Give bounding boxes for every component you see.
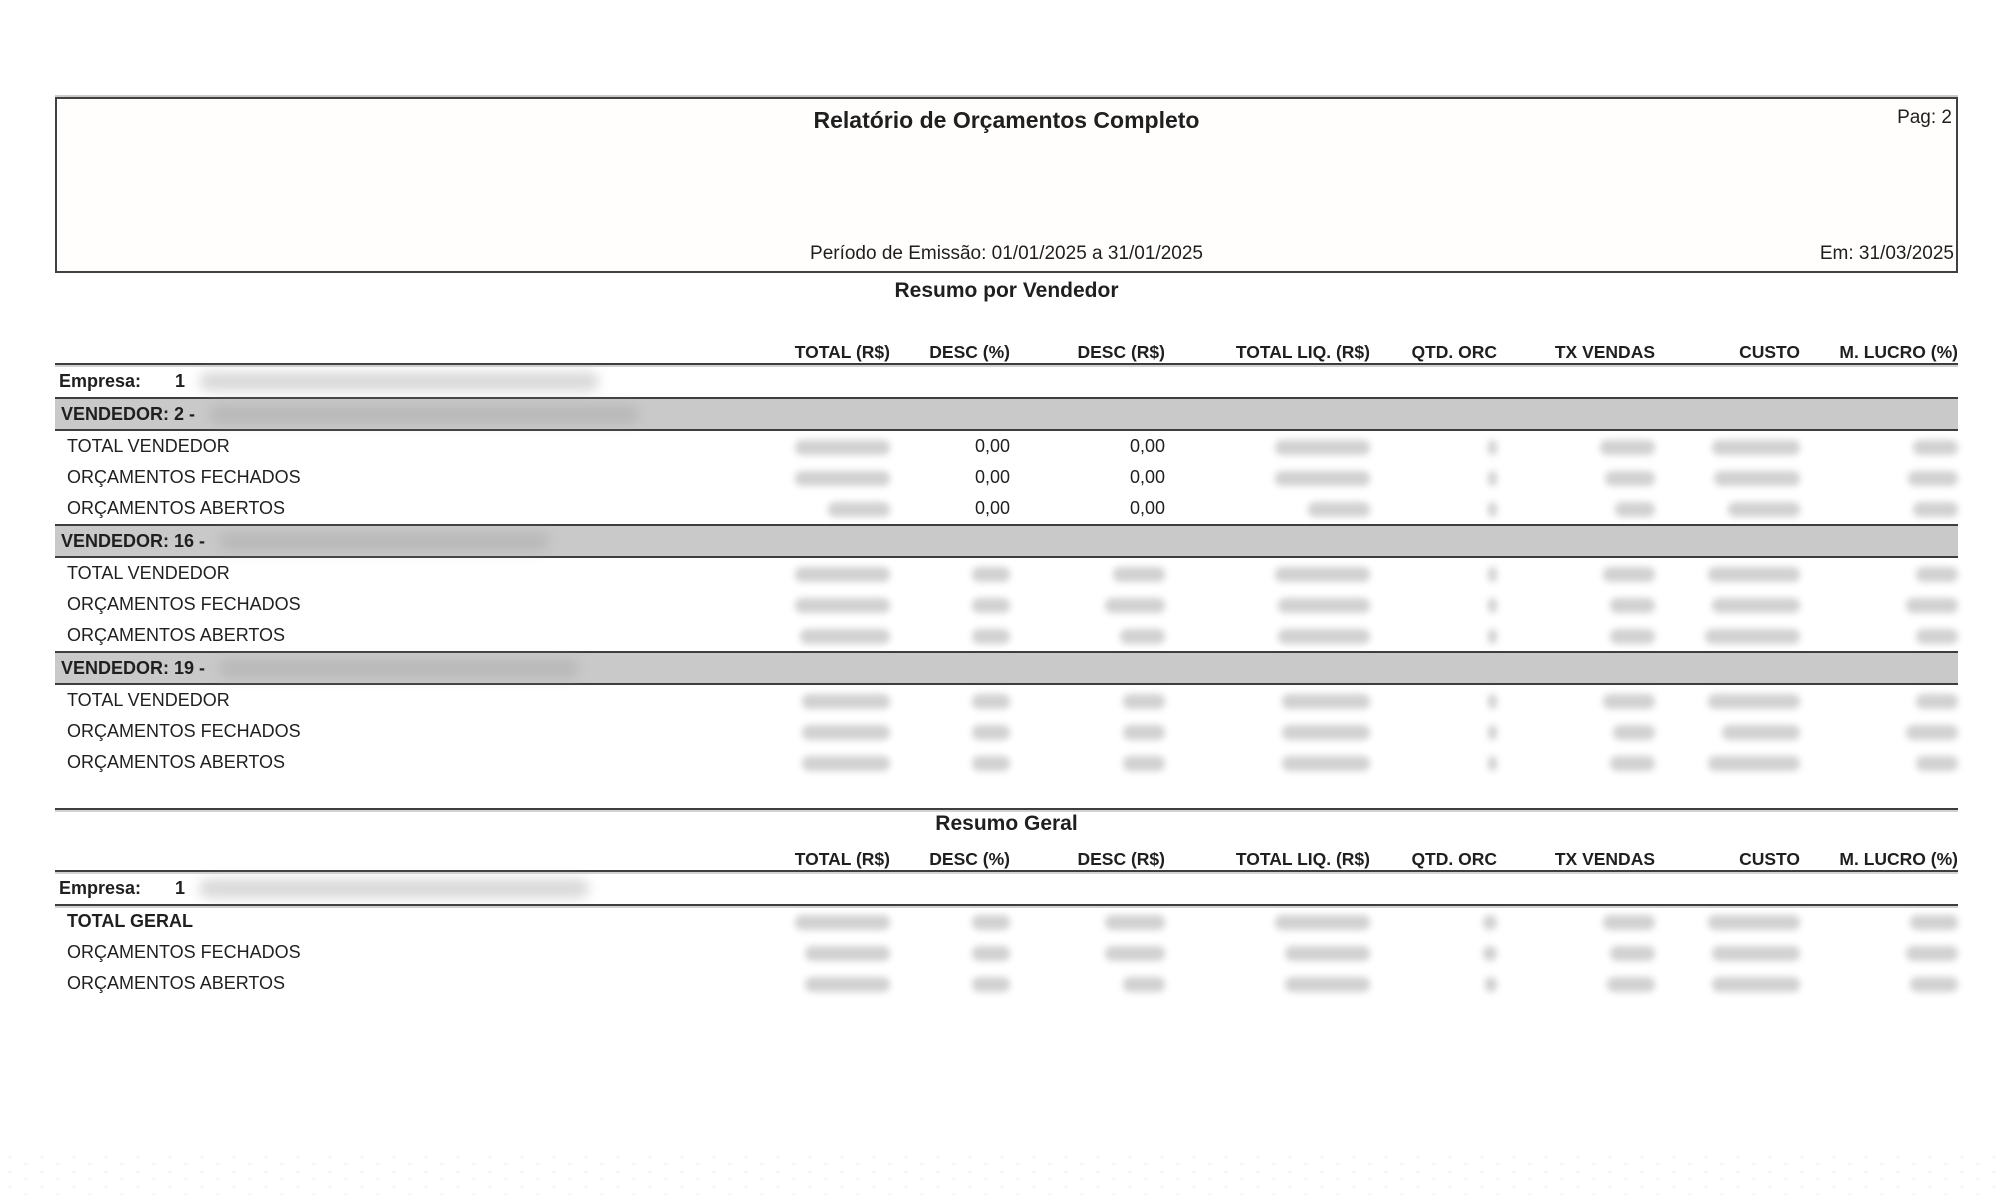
redacted-value — [1282, 725, 1370, 740]
table-cell — [1525, 436, 1655, 457]
redacted-value — [1275, 471, 1370, 486]
redacted-value — [1728, 502, 1800, 517]
table-cell — [1010, 690, 1165, 711]
table-cell — [1655, 563, 1800, 584]
empresa-number: 1 — [175, 370, 186, 391]
redacted-value — [1488, 440, 1497, 455]
table-cell — [1655, 690, 1800, 711]
table-cell — [1010, 594, 1165, 615]
table-cell — [1010, 563, 1165, 584]
table-cell — [600, 594, 890, 615]
col-total-rs: TOTAL (R$) — [794, 849, 890, 869]
table-cell — [1525, 690, 1655, 711]
col-desc-rs: DESC (R$) — [1077, 342, 1165, 362]
redacted-value — [1488, 629, 1497, 644]
table-cell — [890, 942, 1010, 963]
redacted-value — [972, 567, 1010, 582]
row-label: ORÇAMENTOS FECHADOS — [67, 721, 301, 741]
row-label: TOTAL VENDEDOR — [67, 690, 230, 710]
redacted-vendor-name — [219, 659, 579, 678]
table-row — [55, 937, 1958, 968]
cell-value: 0,00 — [1129, 467, 1165, 487]
col-tx-vendas: TX VENDAS — [1554, 342, 1655, 362]
redacted-value — [1603, 567, 1655, 582]
empresa-row — [55, 365, 1958, 397]
table-cell — [890, 436, 1010, 457]
cell-value: 0,00 — [974, 436, 1010, 456]
table-cell — [600, 690, 890, 711]
table-row — [55, 431, 1958, 462]
redacted-value — [1708, 694, 1800, 709]
col-desc-rs: DESC (R$) — [1077, 849, 1165, 869]
row-label: ORÇAMENTOS ABERTOS — [67, 752, 286, 772]
table-cell — [1165, 973, 1370, 994]
redacted-value — [795, 471, 890, 486]
redacted-value — [1275, 440, 1370, 455]
redacted-value — [1916, 629, 1958, 644]
table-cell — [1010, 625, 1165, 646]
table-cell — [890, 467, 1010, 488]
table-cell — [1655, 436, 1800, 457]
table-row — [55, 906, 1958, 937]
table-cell — [1010, 752, 1165, 773]
row-label: ORÇAMENTOS FECHADOS — [67, 594, 301, 614]
table-cell — [600, 942, 890, 963]
col-total-liq: TOTAL LIQ. (R$) — [1235, 342, 1370, 362]
redacted-value — [805, 977, 890, 992]
table-cell — [600, 563, 890, 584]
table-cell — [1165, 436, 1370, 457]
table-cell — [1525, 467, 1655, 488]
table-cell — [1010, 942, 1165, 963]
row-label: TOTAL VENDEDOR — [67, 436, 230, 456]
redacted-value — [1607, 977, 1655, 992]
redacted-value — [1113, 567, 1165, 582]
table-cell — [890, 690, 1010, 711]
redacted-value — [972, 725, 1010, 740]
emission-date: Em: 31/03/2025 — [1814, 243, 1954, 265]
redacted-value — [1603, 915, 1655, 930]
redacted-value — [1906, 598, 1958, 613]
redacted-value — [1913, 440, 1958, 455]
row-label: ORÇAMENTOS ABERTOS — [67, 973, 286, 993]
table-cell — [1525, 942, 1655, 963]
redacted-value — [1613, 725, 1655, 740]
vendedor-label: VENDEDOR: 19 - — [61, 657, 206, 678]
col-desc-pct: DESC (%) — [929, 342, 1010, 362]
empresa-number: 1 — [175, 877, 186, 898]
table-cell — [890, 498, 1010, 519]
table-cell — [1165, 594, 1370, 615]
table-row — [55, 716, 1958, 747]
table-cell — [890, 625, 1010, 646]
redacted-value — [795, 598, 890, 613]
redacted-value — [1488, 756, 1497, 771]
table-cell — [1165, 911, 1370, 932]
redacted-value — [795, 440, 890, 455]
redacted-value — [1605, 471, 1655, 486]
col-custo: CUSTO — [1739, 342, 1800, 362]
redacted-value — [1906, 725, 1958, 740]
table-cell — [1010, 911, 1165, 932]
redacted-company-name — [199, 879, 589, 898]
table-cell — [1165, 690, 1370, 711]
table-cell — [1800, 498, 1958, 519]
redacted-value — [1488, 502, 1497, 517]
page-bottom-texture — [0, 1152, 2000, 1200]
row-label: ORÇAMENTOS FECHADOS — [67, 942, 301, 962]
redacted-value — [1123, 694, 1165, 709]
cell-value: 0,00 — [974, 498, 1010, 518]
cell-value: 0,00 — [1129, 498, 1165, 518]
table-cell — [1525, 498, 1655, 519]
table-cell — [1655, 942, 1800, 963]
table-cell — [1655, 467, 1800, 488]
table-cell — [890, 973, 1010, 994]
table-cell — [1655, 625, 1800, 646]
table-cell — [1370, 911, 1525, 932]
table-cell — [1525, 625, 1655, 646]
redacted-value — [1123, 725, 1165, 740]
col-m-lucro: M. LUCRO (%) — [1839, 849, 1958, 869]
table-row — [55, 558, 1958, 589]
table-cell — [1370, 563, 1525, 584]
table-cell — [600, 973, 890, 994]
table-row — [55, 747, 1958, 778]
table-cell — [1370, 594, 1525, 615]
table-header-row — [55, 333, 1958, 363]
redacted-value — [972, 598, 1010, 613]
table-cell — [1800, 942, 1958, 963]
col-total-liq: TOTAL LIQ. (R$) — [1235, 849, 1370, 869]
redacted-company-name — [199, 372, 599, 391]
col-qtd-orc: QTD. ORC — [1411, 342, 1497, 362]
redacted-value — [1913, 502, 1958, 517]
redacted-value — [1282, 694, 1370, 709]
table-cell — [1800, 563, 1958, 584]
table-cell — [890, 911, 1010, 932]
redacted-value — [802, 725, 890, 740]
redacted-value — [1916, 567, 1958, 582]
redacted-vendor-name — [209, 405, 639, 424]
table-cell — [1655, 911, 1800, 932]
table-cell — [1010, 467, 1165, 488]
redacted-vendor-name — [219, 532, 549, 551]
col-tx-vendas: TX VENDAS — [1554, 849, 1655, 869]
redacted-value — [972, 629, 1010, 644]
redacted-value — [1708, 567, 1800, 582]
empresa-row — [55, 872, 1958, 904]
table-cell — [1165, 467, 1370, 488]
vendor-groups — [55, 397, 1958, 778]
emission-period: Período de Emissão: 01/01/2025 a 31/01/2025 — [810, 243, 1203, 264]
table-cell — [1010, 721, 1165, 742]
table-cell — [1165, 625, 1370, 646]
redacted-value — [1615, 502, 1655, 517]
redacted-value — [1488, 725, 1497, 740]
table-cell — [1525, 911, 1655, 932]
empresa-label: Empresa: — [59, 877, 142, 898]
redacted-value — [972, 977, 1010, 992]
redacted-value — [828, 502, 890, 517]
table-cell — [1370, 721, 1525, 742]
redacted-value — [1712, 440, 1800, 455]
row-label: TOTAL VENDEDOR — [67, 563, 230, 583]
redacted-value — [1712, 946, 1800, 961]
vendedor-band — [55, 397, 1958, 431]
redacted-value — [1278, 629, 1370, 644]
table-cell — [1165, 752, 1370, 773]
redacted-value — [1105, 598, 1165, 613]
table-cell — [1165, 942, 1370, 963]
redacted-value — [1123, 756, 1165, 771]
table-row — [55, 968, 1958, 999]
table-row — [55, 462, 1958, 493]
rule — [55, 808, 1958, 810]
col-desc-pct: DESC (%) — [929, 849, 1010, 869]
redacted-value — [1488, 567, 1497, 582]
table-cell — [1800, 436, 1958, 457]
table-cell — [600, 911, 890, 932]
redacted-value — [1120, 629, 1165, 644]
redacted-value — [1908, 471, 1958, 486]
table-cell — [890, 594, 1010, 615]
table-cell — [1655, 498, 1800, 519]
vendedor-label: VENDEDOR: 2 - — [61, 403, 196, 424]
redacted-value — [1714, 471, 1800, 486]
table-cell — [1655, 594, 1800, 615]
empresa-label: Empresa: — [59, 370, 142, 391]
col-custo: CUSTO — [1739, 849, 1800, 869]
redacted-value — [1123, 977, 1165, 992]
table-cell — [1525, 752, 1655, 773]
redacted-value — [1308, 502, 1370, 517]
redacted-value — [1275, 567, 1370, 582]
redacted-value — [972, 946, 1010, 961]
vendedor-label: VENDEDOR: 16 - — [61, 530, 206, 551]
table-cell — [890, 752, 1010, 773]
redacted-value — [1712, 977, 1800, 992]
table-cell — [1010, 498, 1165, 519]
redacted-value — [1105, 946, 1165, 961]
redacted-value — [1285, 946, 1370, 961]
table-cell — [1800, 911, 1958, 932]
section-title-resumo-por-vendedor: Resumo por Vendedor — [894, 279, 1119, 302]
redacted-value — [1488, 471, 1497, 486]
table-cell — [1525, 594, 1655, 615]
redacted-value — [1600, 440, 1655, 455]
redacted-value — [1610, 598, 1655, 613]
redacted-value — [805, 946, 890, 961]
redacted-value — [1485, 977, 1497, 992]
redacted-value — [1906, 946, 1958, 961]
table-cell — [1010, 436, 1165, 457]
row-label: ORÇAMENTOS ABERTOS — [67, 498, 286, 518]
row-label: TOTAL GERAL — [67, 911, 193, 931]
report-header-box — [55, 97, 1958, 273]
table-cell — [600, 467, 890, 488]
page-number: Pag: 2 — [1897, 107, 1952, 128]
redacted-value — [972, 915, 1010, 930]
section-title-resumo-geral: Resumo Geral — [935, 812, 1078, 835]
table-cell — [1800, 625, 1958, 646]
row-label: ORÇAMENTOS FECHADOS — [67, 467, 301, 487]
redacted-value — [1282, 756, 1370, 771]
table-cell — [1655, 721, 1800, 742]
redacted-value — [1610, 629, 1655, 644]
table-cell — [600, 625, 890, 646]
redacted-value — [1910, 915, 1958, 930]
table-cell — [1800, 752, 1958, 773]
table-cell — [1370, 942, 1525, 963]
redacted-value — [802, 694, 890, 709]
redacted-value — [1910, 977, 1958, 992]
col-total-rs: TOTAL (R$) — [794, 342, 890, 362]
table-cell — [1800, 467, 1958, 488]
table-row — [55, 493, 1958, 524]
redacted-value — [1105, 915, 1165, 930]
table-cell — [1165, 498, 1370, 519]
redacted-value — [800, 629, 890, 644]
cell-value: 0,00 — [974, 467, 1010, 487]
col-m-lucro: M. LUCRO (%) — [1839, 342, 1958, 362]
table-cell — [1370, 973, 1525, 994]
redacted-value — [795, 915, 890, 930]
redacted-value — [1610, 756, 1655, 771]
redacted-value — [972, 756, 1010, 771]
table-cell — [1370, 498, 1525, 519]
table-row — [55, 685, 1958, 716]
redacted-value — [1603, 694, 1655, 709]
redacted-value — [1916, 694, 1958, 709]
table-cell — [1800, 973, 1958, 994]
row-label: ORÇAMENTOS ABERTOS — [67, 625, 286, 645]
table-cell — [1655, 973, 1800, 994]
table-row — [55, 589, 1958, 620]
redacted-value — [972, 694, 1010, 709]
table-cell — [600, 721, 890, 742]
table-cell — [1800, 690, 1958, 711]
vendedor-band — [55, 524, 1958, 558]
redacted-value — [802, 756, 890, 771]
table-cell — [1800, 594, 1958, 615]
table-cell — [1370, 625, 1525, 646]
redacted-value — [1916, 756, 1958, 771]
redacted-value — [795, 567, 890, 582]
vendedor-band — [55, 651, 1958, 685]
redacted-value — [1708, 756, 1800, 771]
redacted-value — [1722, 725, 1800, 740]
redacted-value — [1708, 915, 1800, 930]
table-cell — [1370, 690, 1525, 711]
redacted-value — [1483, 915, 1497, 930]
table-cell — [890, 563, 1010, 584]
cell-value: 0,00 — [1129, 436, 1165, 456]
redacted-value — [1275, 915, 1370, 930]
redacted-value — [1278, 598, 1370, 613]
table-header-row — [55, 842, 1958, 870]
table-row — [55, 620, 1958, 651]
table-cell — [600, 752, 890, 773]
col-qtd-orc: QTD. ORC — [1411, 849, 1497, 869]
redacted-value — [1610, 946, 1655, 961]
table-cell — [1165, 563, 1370, 584]
table-cell — [1525, 721, 1655, 742]
general-summary-rows — [55, 906, 1958, 999]
table-cell — [1370, 467, 1525, 488]
redacted-value — [1285, 977, 1370, 992]
table-cell — [1800, 721, 1958, 742]
redacted-value — [1488, 598, 1497, 613]
redacted-value — [1483, 946, 1497, 961]
table-cell — [600, 436, 890, 457]
redacted-value — [1705, 629, 1800, 644]
table-cell — [890, 721, 1010, 742]
redacted-value — [1488, 694, 1497, 709]
table-cell — [600, 498, 890, 519]
table-cell — [1370, 752, 1525, 773]
table-cell — [1370, 436, 1525, 457]
table-cell — [1525, 563, 1655, 584]
redacted-value — [1712, 598, 1800, 613]
report-title: Relatório de Orçamentos Completo — [813, 107, 1200, 133]
table-cell — [1655, 752, 1800, 773]
table-cell — [1525, 973, 1655, 994]
table-cell — [1010, 973, 1165, 994]
table-cell — [1165, 721, 1370, 742]
